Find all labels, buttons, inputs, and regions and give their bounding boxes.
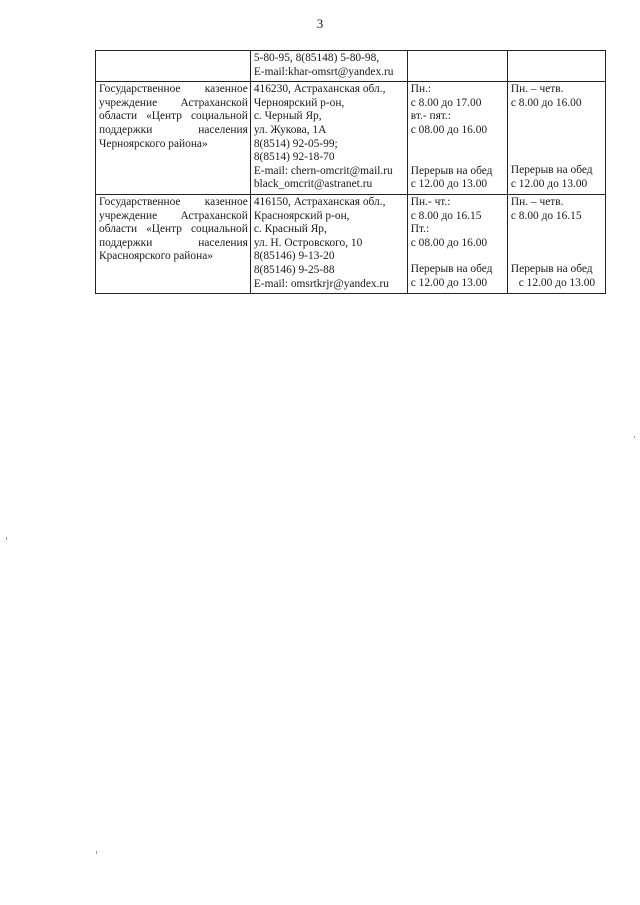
email-line: black_omcrit@astranet.ru bbox=[253, 178, 373, 191]
table-row bbox=[96, 194, 606, 293]
address-line: ул. Жукова, 1А bbox=[253, 123, 327, 136]
hours-line: Пн. – четв. bbox=[510, 83, 564, 96]
phone-line: 8(8514) 92-05-99; bbox=[253, 137, 338, 150]
email-line: E-mail: chern-omcrit@mail.ru bbox=[253, 164, 393, 177]
lunch-break-time: с 12.00 до 13.00 bbox=[510, 177, 588, 190]
address-cell bbox=[250, 51, 407, 82]
scan-speck bbox=[634, 436, 635, 438]
hours-line: с 8.00 до 17.00 bbox=[410, 96, 482, 109]
hours-line: с 08.00 до 16.00 bbox=[410, 123, 488, 136]
organization-cell bbox=[96, 51, 251, 82]
email-line: E-mail: omsrtkrjr@yandex.ru bbox=[253, 277, 389, 290]
lunch-break-label: Перерыв на обед bbox=[510, 164, 593, 177]
hours-line: вт.- пят.: bbox=[410, 110, 451, 123]
address-line: 416150, Астраханская обл., bbox=[253, 195, 386, 208]
contacts-table bbox=[95, 50, 606, 294]
scan-speck bbox=[96, 851, 97, 854]
address-line: ул. Н. Островского, 10 bbox=[253, 236, 363, 249]
lunch-break-label: Перерыв на обед bbox=[510, 263, 593, 276]
hours-line: Пн.- чт.: bbox=[410, 195, 451, 208]
lunch-break-time: с 12.00 до 13.00 bbox=[518, 276, 596, 289]
address-line: 5-80-95, 8(85148) 5-80-98, bbox=[253, 52, 380, 64]
table-row bbox=[96, 82, 606, 195]
organization-cell: Государственное казенное учреждение Астраханской области «Центр социальной поддержки населения Черноярского района» bbox=[96, 82, 251, 195]
lunch-break-label: Перерыв на обед bbox=[410, 164, 493, 177]
table-row-continued bbox=[96, 51, 606, 82]
hours-line: Пн. – четв. bbox=[510, 195, 564, 208]
phone-line: 8(85146) 9-13-20 bbox=[253, 250, 335, 263]
weekday-hours-cell bbox=[407, 82, 507, 195]
hours-line: Пн.: bbox=[410, 83, 432, 96]
address-line: 416230, Астраханская обл., bbox=[253, 83, 386, 96]
email-line: E-mail:khar-omsrt@yandex.ru bbox=[253, 65, 394, 78]
hours-line: с 8.00 до 16.15 bbox=[510, 209, 582, 222]
hours-cell bbox=[507, 51, 605, 82]
page-number: 3 bbox=[316, 16, 324, 31]
address-line: Черноярский р-он, bbox=[253, 96, 345, 109]
organization-cell: Государственное казенное учреждение Астраханской области «Центр социальной поддержки населения Красноярского района» bbox=[96, 194, 251, 293]
second-hours-cell bbox=[507, 82, 605, 195]
second-hours-cell bbox=[507, 194, 605, 293]
address-cell bbox=[250, 194, 407, 293]
hours-line: Пт.: bbox=[410, 223, 430, 236]
address-line: с. Красный Яр, bbox=[253, 223, 327, 236]
hours-line: с 8.00 до 16.00 bbox=[510, 96, 582, 109]
lunch-break-time: с 12.00 до 13.00 bbox=[410, 178, 488, 191]
address-line: Красноярский р-он, bbox=[253, 209, 350, 222]
scan-speck bbox=[6, 537, 7, 540]
lunch-break-label: Перерыв на обед bbox=[410, 263, 493, 276]
hours-line: с 08.00 до 16.00 bbox=[410, 236, 488, 249]
address-line: с. Черный Яр, bbox=[253, 110, 322, 123]
phone-line: 8(8514) 92-18-70 bbox=[253, 151, 335, 164]
hours-cell bbox=[407, 51, 507, 82]
phone-line: 8(85146) 9-25-88 bbox=[253, 263, 335, 276]
weekday-hours-cell bbox=[407, 194, 507, 293]
hours-line: с 8.00 до 16.15 bbox=[410, 209, 482, 222]
address-cell bbox=[250, 82, 407, 195]
lunch-break-time: с 12.00 до 13.00 bbox=[410, 276, 488, 289]
